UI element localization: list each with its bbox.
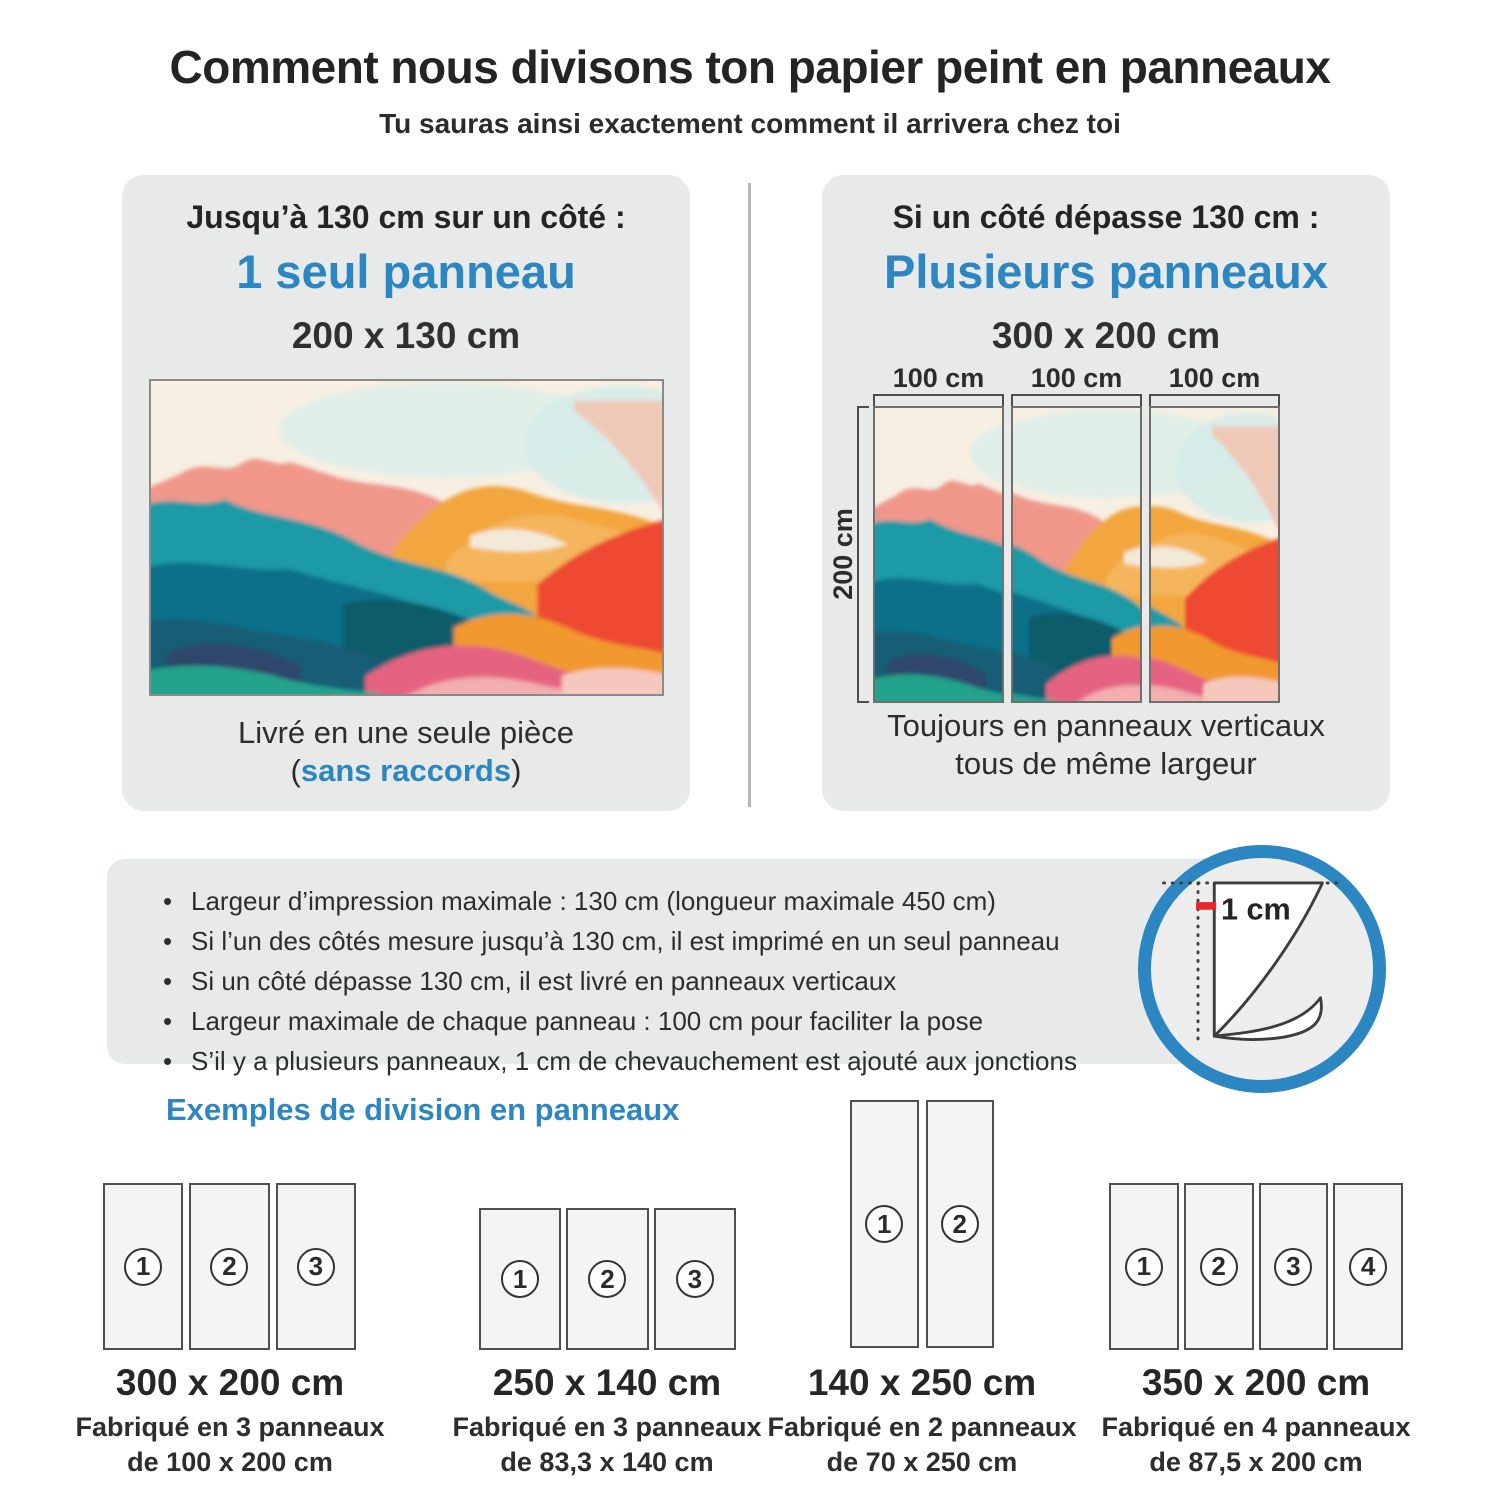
- single-panel-card: [122, 175, 690, 811]
- example-desc-line2: de 70 x 250 cm: [826, 1447, 1018, 1477]
- wallpaper-panel-1: [873, 406, 1004, 703]
- panel-number-badge: 2: [588, 1260, 626, 1298]
- example-panel: [850, 1100, 919, 1348]
- example-panel: [654, 1208, 736, 1350]
- overlap-red-mark: [1196, 902, 1216, 910]
- rule-item: • Si un côté dépasse 130 cm, il est livré en panneaux verticaux: [163, 961, 1295, 1001]
- example-caption: [1056, 1362, 1456, 1480]
- example-panel: [926, 1100, 995, 1348]
- width-measure-label: 100 cm: [1030, 363, 1123, 393]
- single-panel-headline: 1 seul panneau: [236, 245, 576, 298]
- example-figure-140x250: [850, 1100, 994, 1348]
- caption-paren-open: (: [290, 753, 301, 788]
- rule-item: • Largeur d’impression maximale : 130 cm (longueur maximale 450 cm): [163, 881, 1295, 921]
- panel-number-badge: 2: [210, 1248, 248, 1286]
- example-panel: [1333, 1183, 1403, 1350]
- caption-line2: tous de même largeur: [955, 746, 1257, 781]
- multi-panel-condition: Si un côté dépasse 130 cm :: [892, 199, 1320, 235]
- example-desc-line1: Fabriqué en 4 panneaux: [1101, 1412, 1411, 1442]
- panel-number-badge: 1: [865, 1205, 903, 1243]
- example-size: 350 x 200 cm: [1141, 1362, 1371, 1403]
- example-panel: [566, 1208, 648, 1350]
- caption-highlight: sans raccords: [300, 753, 512, 788]
- rule-item: • Largeur maximale de chaque panneau : 100 cm pour faciliter la pose: [163, 1001, 1295, 1041]
- caption-line1: Toujours en panneaux verticaux: [887, 708, 1325, 743]
- width-measure-label: 100 cm: [892, 363, 985, 393]
- rule-item: • S’il y a plusieurs panneaux, 1 cm de chevauchement est ajouté aux jonctions: [163, 1041, 1295, 1081]
- multi-panel-card: [822, 175, 1390, 811]
- example-description: [30, 1410, 430, 1480]
- wallpaper-art-slice: [1013, 408, 1140, 701]
- example-desc-line2: de 87,5 x 200 cm: [1149, 1447, 1363, 1477]
- example-size: 300 x 200 cm: [115, 1362, 345, 1403]
- panel-number-badge: 1: [124, 1248, 162, 1286]
- page-subtitle: Tu sauras ainsi exactement comment il arrivera chez toi: [379, 108, 1121, 139]
- wallpaper-art-slice: [875, 408, 1002, 701]
- example-desc-line1: Fabriqué en 2 panneaux: [767, 1412, 1077, 1442]
- multi-panel-headline: Plusieurs panneaux: [883, 245, 1329, 298]
- example-panel: [1184, 1183, 1254, 1350]
- panel-number-badge: 3: [1274, 1248, 1312, 1286]
- rules-list: [163, 881, 1295, 1081]
- example-desc-line1: Fabriqué en 3 panneaux: [75, 1412, 385, 1442]
- multi-panel-size: 300 x 200 cm: [991, 315, 1221, 356]
- single-panel-condition: Jusqu’à 130 cm sur un côté :: [186, 199, 626, 235]
- overlap-measure-label: 1 cm: [1220, 892, 1291, 927]
- example-size: 250 x 140 cm: [492, 1362, 722, 1403]
- multi-panel-caption: [822, 707, 1390, 783]
- width-bracket-icon: [1149, 394, 1280, 406]
- caption-paren-close: ): [511, 753, 522, 788]
- wallpaper-art-slice: [1151, 408, 1278, 701]
- panel-number-badge: 2: [941, 1205, 979, 1243]
- example-figure-300x200: [103, 1183, 356, 1350]
- example-panel: [1109, 1183, 1179, 1350]
- example-panel: [479, 1208, 561, 1350]
- single-panel-size: 200 x 130 cm: [291, 315, 521, 356]
- caption-line1: Livré en une seule pièce: [237, 715, 575, 750]
- example-description: [1056, 1410, 1456, 1480]
- wallpaper-panel-3: [1149, 406, 1280, 703]
- example-desc-line2: de 100 x 200 cm: [127, 1447, 333, 1477]
- example-panel: [103, 1183, 183, 1350]
- example-desc-line1: Fabriqué en 3 panneaux: [452, 1412, 762, 1442]
- panel-number-badge: 3: [676, 1260, 714, 1298]
- example-figure-350x200: [1109, 1183, 1403, 1350]
- panel-number-badge: 4: [1349, 1248, 1387, 1286]
- example-desc-line2: de 83,3 x 140 cm: [500, 1447, 714, 1477]
- wallpaper-panel-2: [1011, 406, 1142, 703]
- page-title: Comment nous divisons ton papier peint en panneaux: [169, 41, 1331, 93]
- example-figure-250x140: [479, 1208, 736, 1350]
- panel-number-badge: 2: [1200, 1248, 1238, 1286]
- cards-divider: [748, 183, 751, 807]
- overlap-illustration-circle: [1138, 845, 1386, 1093]
- overlap-curl-icon: [1154, 860, 1376, 1082]
- panel-number-badge: 1: [501, 1260, 539, 1298]
- multi-panel-figure: [828, 363, 1290, 693]
- examples-heading: Exemples de division en panneaux: [166, 1092, 680, 1127]
- panel-number-badge: 1: [1125, 1248, 1163, 1286]
- wallpaper-art: [151, 381, 662, 694]
- width-bracket-icon: [873, 394, 1004, 406]
- width-bracket-icon: [1011, 394, 1142, 406]
- wallpaper-preview-single: [149, 379, 664, 696]
- panel-number-badge: 3: [297, 1248, 335, 1286]
- example-caption: [30, 1362, 430, 1480]
- single-panel-caption: [122, 714, 690, 790]
- example-panel: [1259, 1183, 1329, 1350]
- width-measure-label: 100 cm: [1168, 363, 1261, 393]
- example-panel: [276, 1183, 356, 1350]
- rules-info-bar: [107, 859, 1295, 1076]
- rule-item: • Si l’un des côtés mesure jusqu’à 130 cm, il est imprimé en un seul panneau: [163, 921, 1295, 961]
- height-measure-label: 200 cm: [828, 508, 858, 600]
- example-panel: [189, 1183, 269, 1350]
- example-size: 140 x 250 cm: [807, 1362, 1037, 1403]
- height-bracket-icon: [857, 406, 869, 703]
